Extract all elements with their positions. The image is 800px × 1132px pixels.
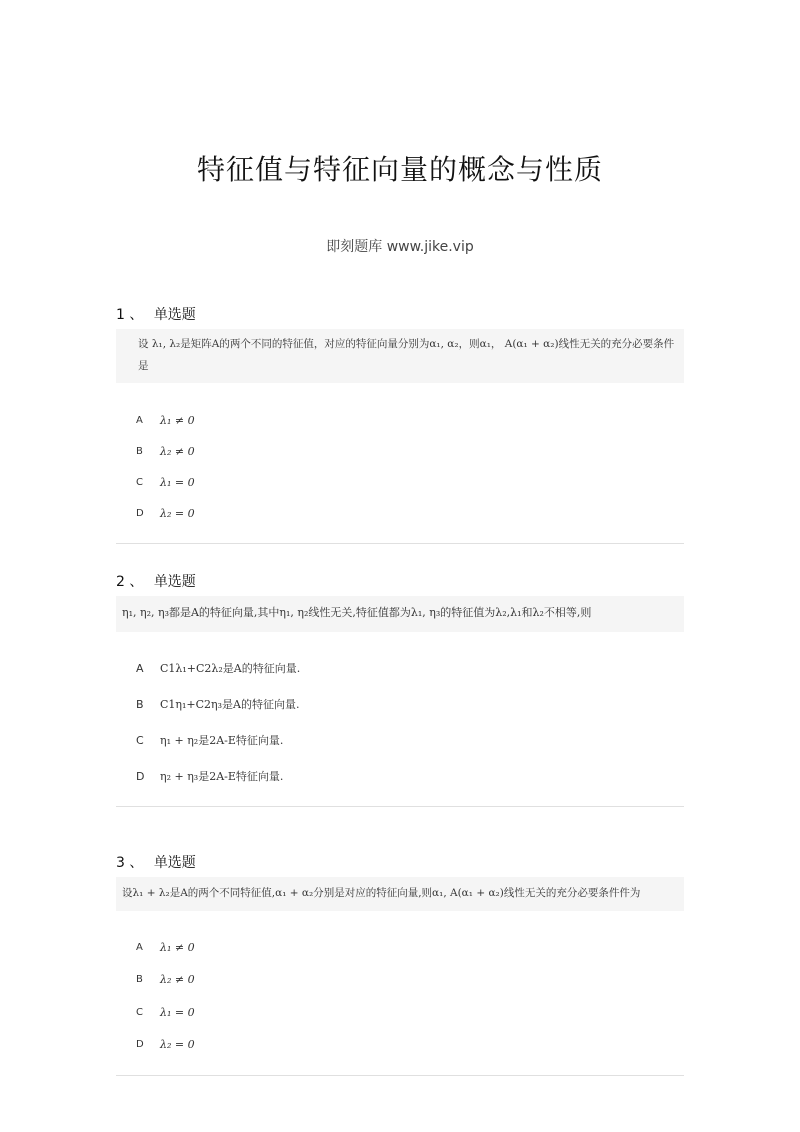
option-text: λ₁ = 0 — [160, 476, 195, 489]
option-key: D — [136, 508, 144, 519]
option-text: λ₁ = 0 — [160, 1005, 195, 1019]
question-stem: η₁, η₂, η₃都是A的特征向量,其中η₁, η₂线性无关,特征值都为λ₁, η₃的特征值为λ₂,λ₁和λ₂不相等,则 — [116, 596, 684, 632]
question-divider — [116, 806, 684, 807]
option-b[interactable] — [116, 436, 684, 467]
option-c[interactable] — [116, 467, 684, 498]
option-key: B — [136, 697, 144, 711]
question-3 — [116, 853, 684, 1076]
option-text: λ₁ ≠ 0 — [160, 940, 195, 954]
question-stem: 设λ₁ + λ₂是A的两个不同特征值,α₁ + α₂分别是对应的特征向量,则α₁, A(α₁ + α₂)线性无关的充分必要条件件为 — [116, 877, 684, 911]
question-header — [116, 572, 684, 592]
option-b[interactable] — [116, 686, 684, 722]
option-text: η₂ + η₃是2A-E特征向量. — [160, 770, 284, 783]
option-key: C — [136, 1006, 143, 1018]
option-text: λ₂ = 0 — [160, 1038, 195, 1052]
option-key: A — [136, 415, 143, 426]
option-c[interactable] — [116, 996, 684, 1029]
option-key: B — [136, 974, 143, 986]
question-divider — [116, 543, 684, 544]
question-stem: 设 λ₁, λ₂是矩阵A的两个不同的特征值，对应的特征向量分别为α₁, α₂，则α₁， A(α₁ + α₂)线性无关的充分必要条件是 — [116, 329, 684, 383]
option-key: C — [136, 733, 144, 747]
option-a[interactable] — [116, 405, 684, 436]
question-number: 3 、 — [116, 855, 144, 871]
option-key: A — [136, 941, 143, 953]
document-source: 即刻题库 www.jike.vip — [326, 239, 474, 255]
question-divider — [116, 1075, 684, 1076]
options-list — [116, 650, 684, 794]
option-text: η₁ + η₂是2A-E特征向量. — [160, 734, 284, 747]
option-text: λ₂ ≠ 0 — [160, 445, 195, 458]
option-text: C1η₁+C2η₃是A的特征向量. — [160, 698, 300, 711]
option-b[interactable] — [116, 964, 684, 997]
option-d[interactable] — [116, 758, 684, 794]
option-text: λ₁ ≠ 0 — [160, 414, 195, 427]
question-2 — [116, 572, 684, 807]
question-type: 单选题 — [153, 574, 196, 590]
option-key: A — [136, 661, 144, 675]
options-list — [116, 931, 684, 1061]
document-title: 特征值与特征向量的概念与性质 — [196, 153, 603, 186]
question-type: 单选题 — [153, 307, 196, 323]
question-header — [116, 853, 684, 873]
option-key: B — [136, 446, 143, 457]
option-a[interactable] — [116, 931, 684, 964]
question-number: 2 、 — [116, 574, 144, 590]
options-list — [116, 405, 684, 529]
option-c[interactable] — [116, 722, 684, 758]
option-text: λ₂ = 0 — [160, 507, 195, 520]
option-key: D — [136, 769, 145, 783]
option-d[interactable] — [116, 498, 684, 529]
question-header — [116, 305, 684, 325]
option-a[interactable] — [116, 650, 684, 686]
question-number: 1 、 — [116, 307, 144, 323]
option-text: C1λ₁+C2λ₂是A的特征向量. — [160, 662, 301, 675]
question-type: 单选题 — [153, 855, 196, 871]
option-key: C — [136, 477, 143, 488]
question-1 — [116, 305, 684, 544]
option-key: D — [136, 1039, 144, 1051]
option-d[interactable] — [116, 1029, 684, 1062]
option-text: λ₂ ≠ 0 — [160, 973, 195, 987]
